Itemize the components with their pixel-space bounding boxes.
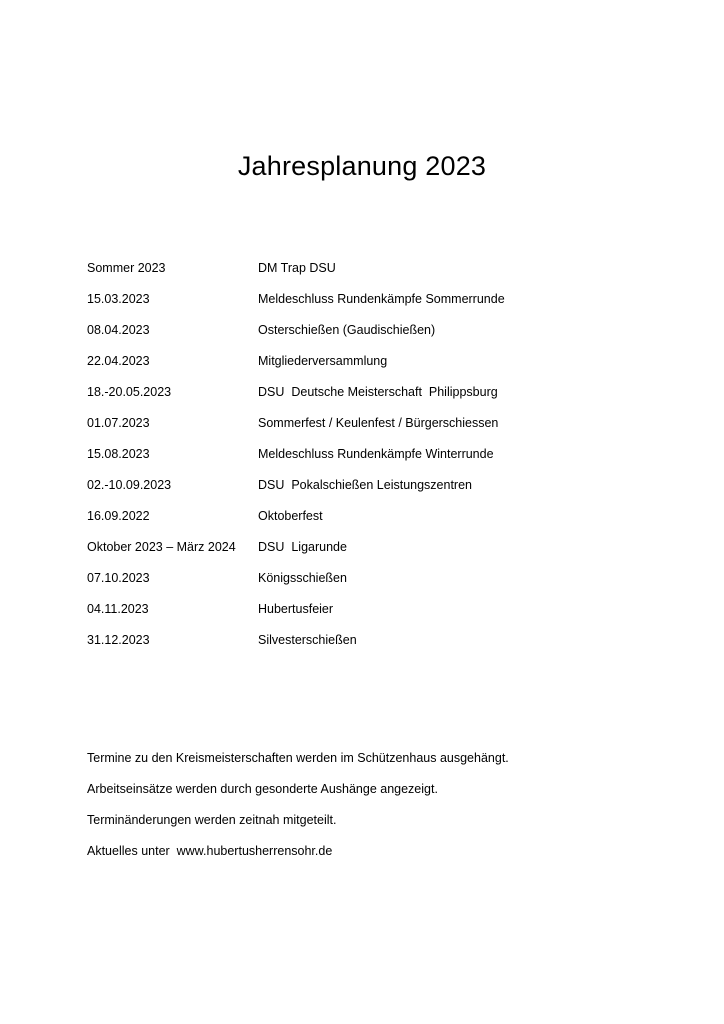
schedule-row — [87, 438, 647, 469]
schedule-date: 31.12.2023 — [87, 632, 150, 647]
schedule-row — [87, 500, 647, 531]
schedule-date: 07.10.2023 — [87, 570, 150, 585]
website-note: Aktuelles unter www.hubertusherrensohr.de — [87, 843, 333, 858]
schedule-row — [87, 469, 647, 500]
schedule-date: 08.04.2023 — [87, 322, 150, 337]
schedule-event: DM Trap DSU — [258, 260, 336, 275]
note-line: Termine zu den Kreismeisterschaften werden im Schützenhaus ausgehängt. — [87, 750, 509, 765]
schedule-event: Oktoberfest — [258, 508, 323, 523]
schedule-row — [87, 376, 647, 407]
schedule-event: Meldeschluss Rundenkämpfe Sommerrunde — [258, 291, 505, 306]
schedule-row — [87, 531, 647, 562]
schedule-event: Mitgliederversammlung — [258, 353, 388, 368]
schedule-event: Meldeschluss Rundenkämpfe Winterrunde — [258, 446, 494, 461]
note-line: Terminänderungen werden zeitnah mitgeteilt. — [87, 812, 337, 827]
schedule-event: Silvesterschießen — [258, 632, 357, 647]
schedule-event: Sommerfest / Keulenfest / Bürgerschiessen — [258, 415, 499, 430]
schedule-event: DSU Pokalschießen Leistungszentren — [258, 477, 473, 492]
schedule-date: 04.11.2023 — [87, 601, 149, 616]
schedule-date: 15.08.2023 — [87, 446, 150, 461]
note-line: Arbeitseinsätze werden durch gesonderte Aushänge angezeigt. — [87, 781, 438, 796]
schedule-row — [87, 562, 647, 593]
schedule-row — [87, 252, 647, 283]
schedule-list — [87, 252, 647, 655]
schedule-event: DSU Ligarunde — [258, 539, 347, 554]
schedule-event: Königsschießen — [258, 570, 347, 585]
schedule-row — [87, 345, 647, 376]
schedule-date: Oktober 2023 – März 2024 — [87, 539, 236, 554]
schedule-date: 22.04.2023 — [87, 353, 150, 368]
schedule-date: 15.03.2023 — [87, 291, 150, 306]
schedule-date: 02.-10.09.2023 — [87, 477, 172, 492]
schedule-row — [87, 624, 647, 655]
schedule-date: 01.07.2023 — [87, 415, 150, 430]
schedule-row — [87, 314, 647, 345]
schedule-date: Sommer 2023 — [87, 260, 166, 275]
schedule-row — [87, 407, 647, 438]
schedule-event: DSU Deutsche Meisterschaft Philippsburg — [258, 384, 498, 399]
schedule-event: Osterschießen (Gaudischießen) — [258, 322, 436, 337]
schedule-row — [87, 283, 647, 314]
schedule-row — [87, 593, 647, 624]
schedule-date: 16.09.2022 — [87, 508, 150, 523]
notes-section — [87, 742, 687, 866]
schedule-date: 18.-20.05.2023 — [87, 384, 172, 399]
schedule-event: Hubertusfeier — [258, 601, 334, 616]
page-title: Jahresplanung 2023 — [237, 151, 487, 181]
